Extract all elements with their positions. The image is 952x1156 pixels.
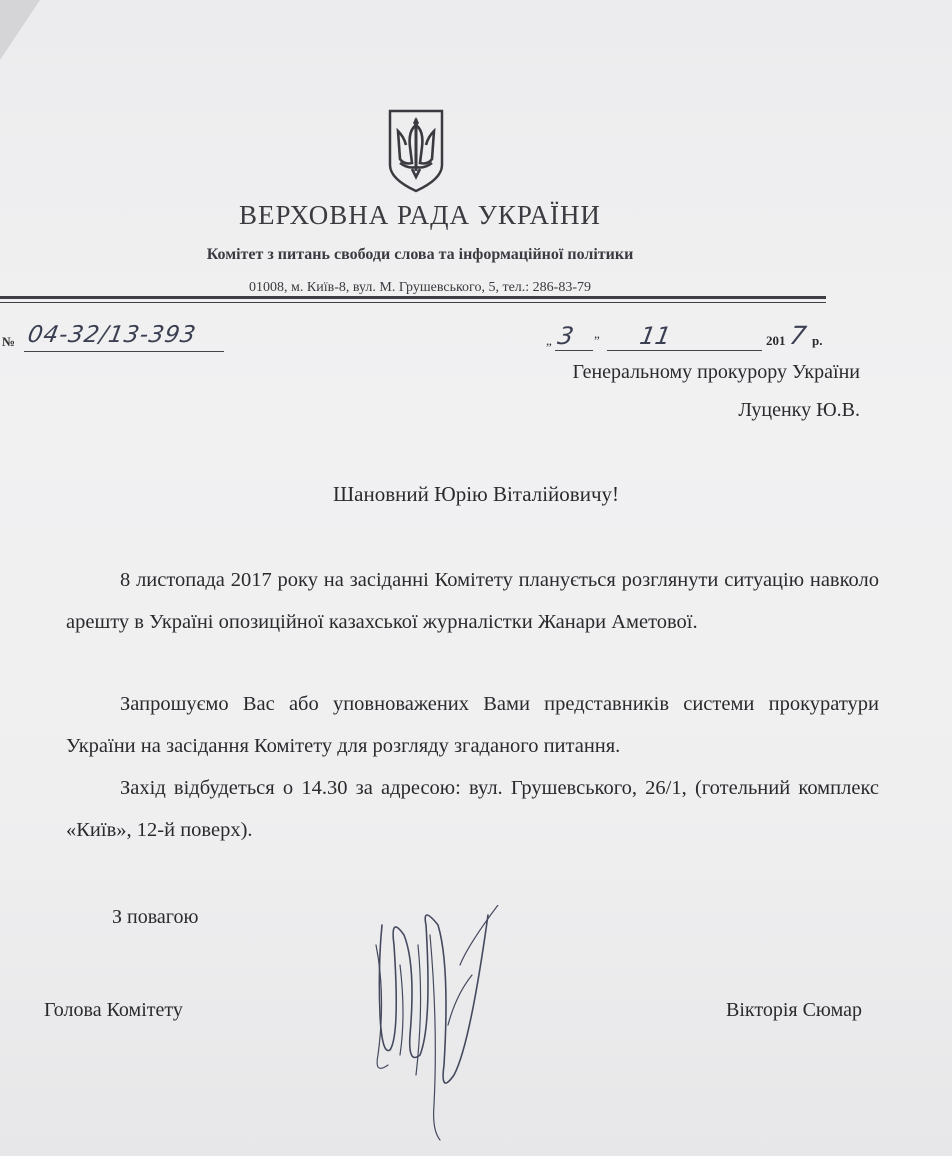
- salutation: Шановний Юрію Віталійовичу!: [332, 482, 620, 506]
- organization-title: ВЕРХОВНА РАДА УКРАЇНИ: [239, 200, 601, 230]
- date-year-prefix: 201: [766, 333, 786, 348]
- trident-coat-of-arms-icon: [386, 107, 446, 193]
- handwritten-signature: [360, 905, 500, 1145]
- page-corner-fold: [0, 0, 40, 60]
- header-rule-thick: [0, 296, 826, 299]
- date-day: 3: [555, 322, 576, 350]
- reference-number-line: [24, 351, 224, 352]
- closing-regards: З повагою: [112, 906, 199, 928]
- body-paragraph-1: [66, 559, 879, 643]
- signer-name: Вікторія Сюмар: [726, 999, 862, 1021]
- reference-number-value: 04-32/13-393: [25, 322, 199, 348]
- body-paragraph-3: [66, 767, 879, 851]
- date-open-quote: „: [546, 333, 552, 348]
- date-year-suffix: р.: [812, 333, 823, 348]
- date-year-digit: 7: [787, 321, 809, 350]
- addressee-position: Генеральному прокурору України: [572, 361, 860, 383]
- date-month: 11: [637, 322, 674, 350]
- date-month-line: [607, 350, 762, 351]
- signer-position: Голова Комітету: [44, 999, 183, 1021]
- body-paragraph-2-text: Запрошуємо Вас або уповноважених Вами представників системи прокуратури України на засідання Комітету для розгляду згаданого питання.: [66, 693, 879, 757]
- reference-number-label: №: [2, 334, 16, 349]
- committee-name: Комітет з питань свободи слова та інформаційної політики: [206, 246, 634, 263]
- date-close-quote: ”: [594, 333, 600, 348]
- body-paragraph-1-text: 8 листопада 2017 року на засіданні Комітету планується розглянути ситуацію навколо арешту в Україні опозиційної казахської журналістки Жанари Аметової.: [66, 569, 879, 633]
- organization-address: 01008, м. Київ-8, вул. М. Грушевського, 5, тел.: 286-83-79: [249, 280, 591, 295]
- addressee-name: Луценку Ю.В.: [738, 399, 860, 421]
- date-day-line: [555, 350, 593, 351]
- body-paragraph-2: [66, 683, 879, 767]
- body-paragraph-3-text: Захід відбудеться о 14.30 за адресою: вул. Грушевського, 26/1, (готельний комплекс «Київ», 12-й поверх).: [66, 777, 879, 841]
- header-rule-thin: [0, 302, 826, 303]
